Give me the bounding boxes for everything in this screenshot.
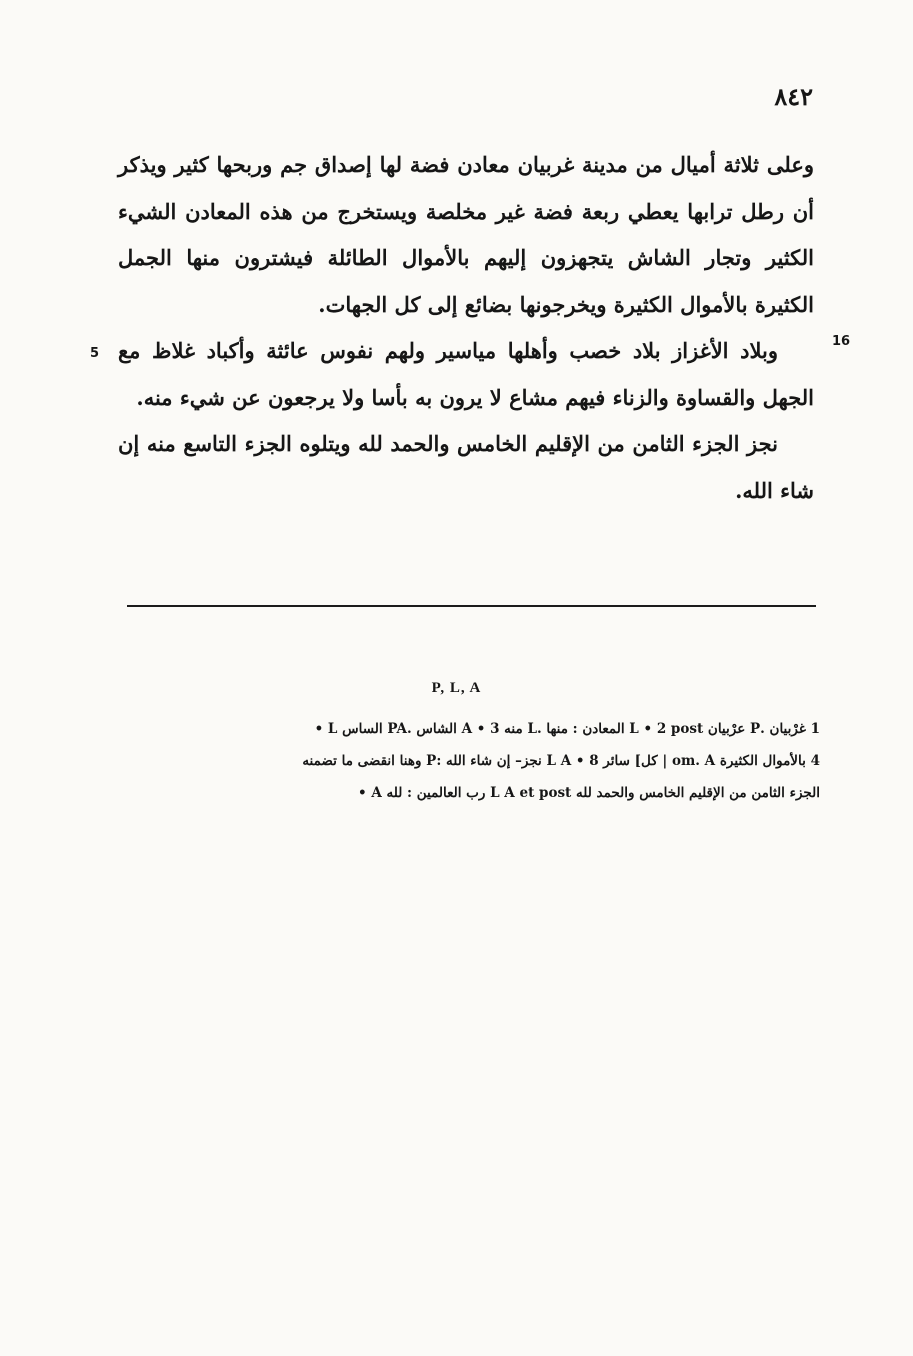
page-number: ٨٤٢ [774,82,813,111]
divider [127,605,816,607]
manuscript-sigla: P, L, A [431,680,482,696]
critical-apparatus [125,713,820,809]
main-text [118,142,814,514]
colophon-paragraph: نجز الجزء الثامن من الإقليم الخامس والحمد لله ويتلوه الجزء التاسع منه إن شاء الله. [118,431,814,503]
apparatus-line: الجزء الثامن من الإقليم الخامس والحمد لله L A et post رب العالمين : لله A • [357,785,820,801]
paragraph: وعلى ثلاثة أميال من مدينة غربيان معادن فضة لها إصداق جم وربحها كثير ويذكر أن رطل ترابها يعطي ربعة فضة غير مخلصة ويستخرج من هذه المعادن الشيء الكثير وتجار الشاش يتجهزون إليهم بالأموال الطائلة فيشترون منها الجمل الكثيرة بالأموال الكثيرة ويخرجونها بضائع إلى كل الجهات. [118,152,814,317]
line-number-marker: 16 [832,334,851,349]
line-number-marker: 5 [90,346,100,361]
apparatus-line: 4 بالأموال الكثيرة om. A | كل] سائر L A • 8 نجز– إن شاء الله :P وهنا انقضى ما تضمنه [302,753,820,769]
apparatus-line: 1 غرْبيان .P عرْبيان L • 2 post المعادن : منها .L منه A • 3 الشاس .PA الساس L • [314,721,820,737]
paragraph: وبلاد الأغزاز بلاد خصب وأهلها مياسير ولهم نفوس عائثة وأكباد غلاظ مع الجهل والقساوة والزناء فيهم مشاع لا يرون به بأسا ولا يرجعون عن شيء منه. [118,338,814,410]
